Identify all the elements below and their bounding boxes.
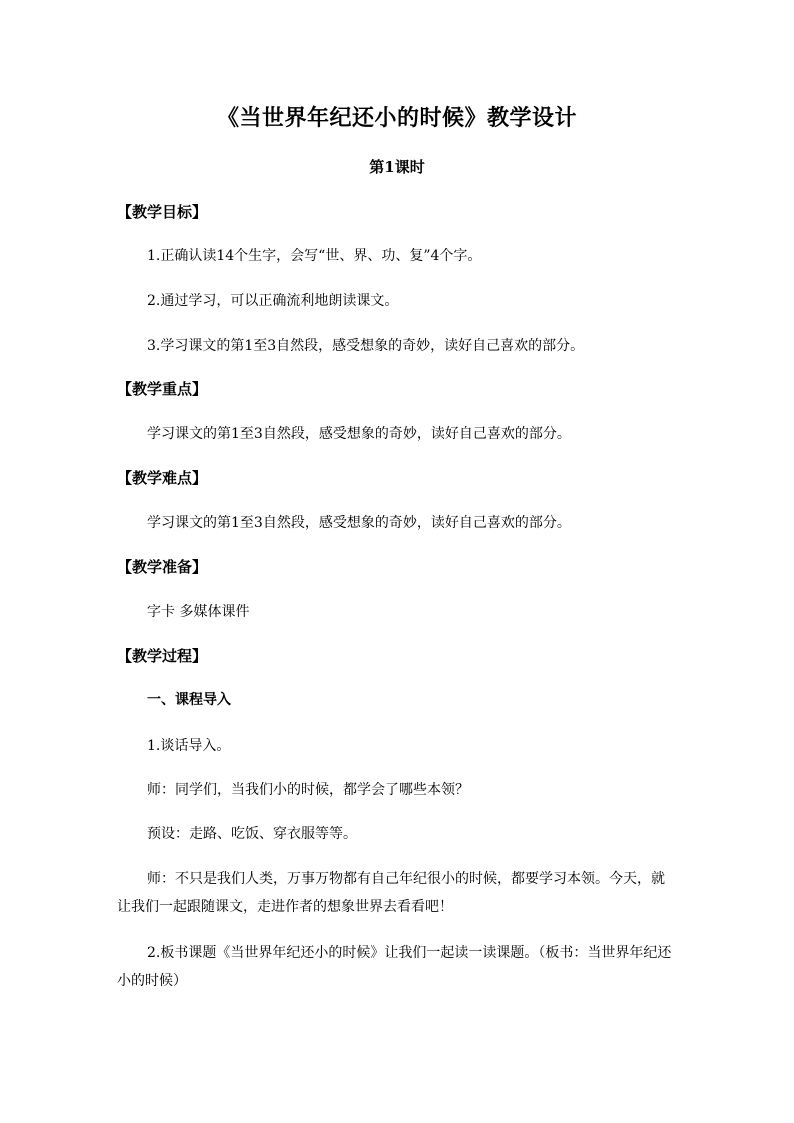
objective-item: 2.通过学习，可以正确流利地朗读课文。 — [147, 293, 399, 309]
document-title: 《当世界年纪还小的时候》教学设计 — [216, 105, 577, 131]
process-step: 2.板书课题《当世界年纪还小的时候》让我们一起读一读课题。（板书：当世界年纪还小的时候） — [117, 945, 672, 989]
lesson-subtitle: 第1课时 — [369, 158, 425, 176]
teacher-talk: 师：不只是我们人类，万事万物都有自己年纪很小的时候，都要学习本领。今天，就让我们一起跟随课文，走进作者的想象世界去看看吧！ — [117, 871, 665, 915]
preparation-heading: 【教学准备】 — [117, 558, 208, 576]
preparation-text: 字卡 多媒体课件 — [147, 604, 250, 620]
preset-answer: 预设：走路、吃饭、穿衣服等等。 — [147, 826, 357, 842]
process-step: 1.谈话导入。 — [147, 738, 231, 754]
objectives-heading: 【教学目标】 — [117, 203, 208, 221]
key-points-heading: 【教学重点】 — [117, 380, 208, 398]
difficulties-text: 学习课文的第1至3自然段，感受想象的奇妙，读好自己喜欢的部分。 — [147, 515, 571, 531]
objective-item: 3.学习课文的第1至3自然段，感受想象的奇妙，读好自己喜欢的部分。 — [147, 338, 585, 354]
process-part-title: 一、课程导入 — [147, 692, 231, 708]
process-heading: 【教学过程】 — [117, 647, 208, 665]
objective-item: 1.正确认读14个生字，会写“世、界、功、复”4个字。 — [147, 248, 482, 264]
key-points-text: 学习课文的第1至3自然段，感受想象的奇妙，读好自己喜欢的部分。 — [147, 426, 571, 442]
difficulties-heading: 【教学难点】 — [117, 469, 208, 487]
teacher-question: 师：同学们，当我们小的时候，都学会了哪些本领？ — [147, 782, 469, 798]
